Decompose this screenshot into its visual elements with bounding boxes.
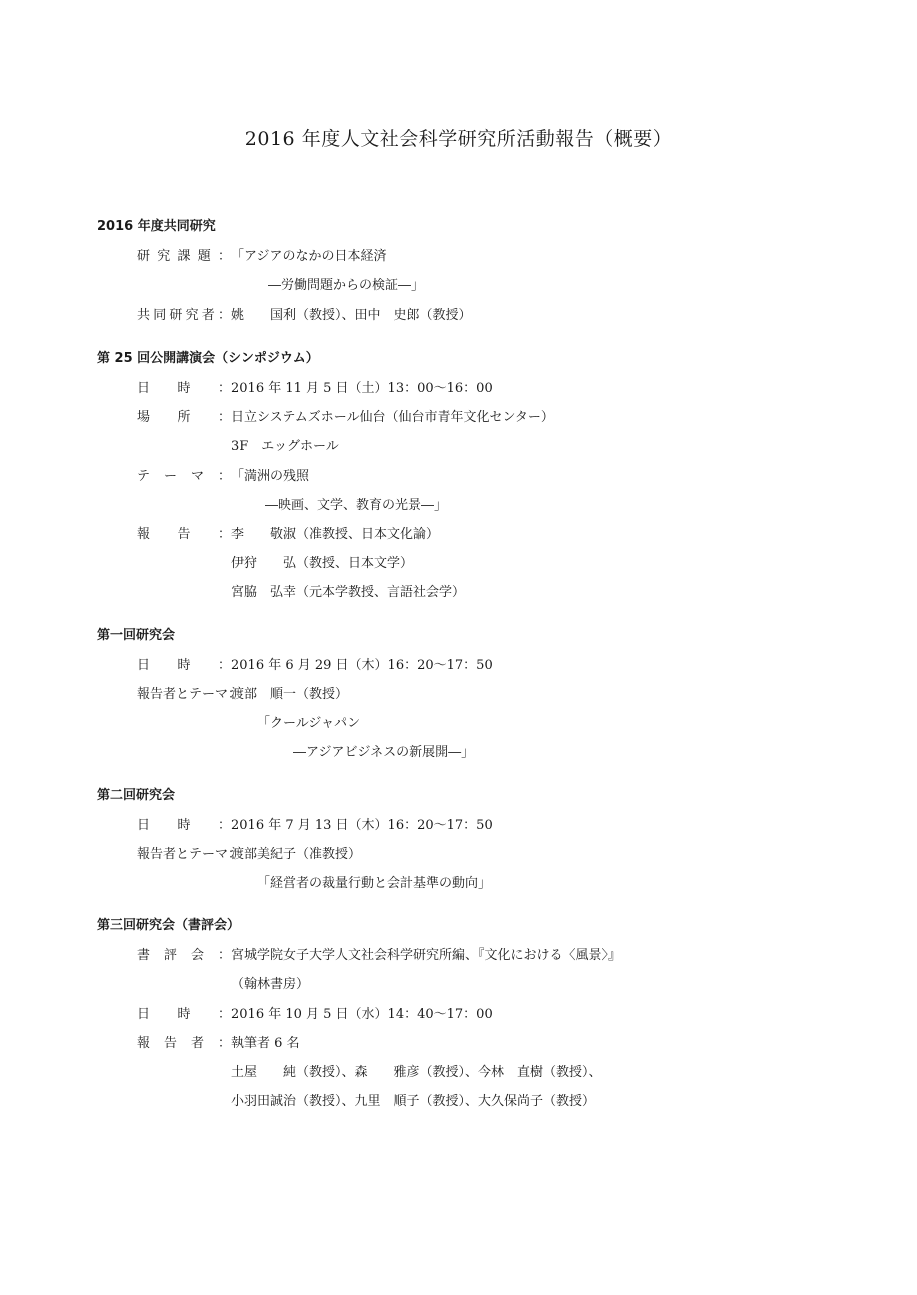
label-meeting2-reporter-theme: 報告者とテーマ： (137, 847, 242, 862)
value-meeting1-theme-sub: ―アジアビジネスの新展開―」 (293, 745, 475, 760)
value-meeting3-reporter-count: 執筆者 6 名 (231, 1036, 300, 1051)
value-research-topic: 「アジアのなかの日本経済 (231, 249, 387, 264)
section-heading-joint-research: 2016 年度共同研究 (97, 219, 216, 234)
label-symposium-theme: テーマ： (137, 469, 231, 484)
label-joint-researchers: 共同研究者： (137, 308, 231, 323)
label-meeting1-reporter-theme: 報告者とテーマ： (137, 687, 242, 702)
value-symposium-venue-room: 3F エッグホール (231, 439, 339, 454)
section-heading-meeting-1: 第一回研究会 (97, 628, 176, 643)
label-symposium-reports: 報告： (137, 527, 231, 542)
value-meeting3-publisher: （翰林書房） (231, 977, 310, 992)
value-joint-researchers: 姚 国利（教授）、田中 史郎（教授） (231, 308, 472, 323)
value-symposium-theme-sub: ―映画、文学、教育の光景―」 (265, 498, 448, 513)
value-symposium-reporter-2: 伊狩 弘（教授、日本文学） (231, 556, 414, 571)
section-heading-meeting-3: 第三回研究会（書評会） (97, 918, 241, 933)
value-symposium-theme: 「満洲の残照 (231, 469, 310, 484)
label-meeting3-reporters: 報告者： (137, 1036, 231, 1051)
section-heading-meeting-2: 第二回研究会 (97, 788, 176, 803)
value-meeting2-datetime: 2016 年 7 月 13 日（木）16：20～17：50 (231, 818, 493, 833)
label-meeting2-datetime: 日時： (137, 818, 231, 833)
label-symposium-datetime: 日時： (137, 381, 231, 396)
value-meeting3-datetime: 2016 年 10 月 5 日（水）14：40～17：00 (231, 1007, 493, 1022)
value-symposium-datetime: 2016 年 11 月 5 日（土）13：00～16：00 (231, 381, 493, 396)
label-symposium-venue: 場所： (137, 410, 231, 425)
value-meeting3-book: 宮城学院女子大学人文社会科学研究所編、『文化における〈風景〉』 (231, 948, 622, 963)
page-title: 2016 年度人文社会科学研究所活動報告（概要） (244, 128, 673, 150)
label-meeting3-book-review: 書評会： (137, 948, 231, 963)
value-meeting2-theme: 「経営者の裁量行動と会計基準の動向」 (257, 876, 492, 891)
value-meeting3-reporters-2: 小羽田誠治（教授）、九里 順子（教授）、大久保尚子（教授） (231, 1094, 596, 1109)
value-symposium-venue: 日立システムズホール仙台（仙台市青年文化センター） (231, 410, 554, 425)
value-meeting1-datetime: 2016 年 6 月 29 日（木）16：20～17：50 (231, 658, 493, 673)
value-meeting1-theme: 「クールジャパン (257, 716, 361, 731)
value-symposium-reporter-1: 李 敬淑（准教授、日本文化論） (231, 527, 440, 542)
value-symposium-reporter-3: 宮脇 弘幸（元本学教授、言語社会学） (231, 585, 466, 600)
value-meeting1-reporter: 渡部 順一（教授） (231, 687, 349, 702)
label-meeting1-datetime: 日時： (137, 658, 231, 673)
label-research-topic: 研究課題： (137, 249, 231, 264)
value-meeting2-reporter: 渡部美紀子（准教授） (231, 847, 362, 862)
label-meeting3-datetime: 日時： (137, 1007, 231, 1022)
value-meeting3-reporters-1: 土屋 純（教授）、森 雅彦（教授）、今林 直樹（教授）、 (231, 1065, 602, 1080)
section-heading-symposium: 第 25 回公開講演会（シンポジウム） (97, 351, 319, 366)
value-research-topic-sub: ―労働問題からの検証―」 (268, 278, 425, 293)
